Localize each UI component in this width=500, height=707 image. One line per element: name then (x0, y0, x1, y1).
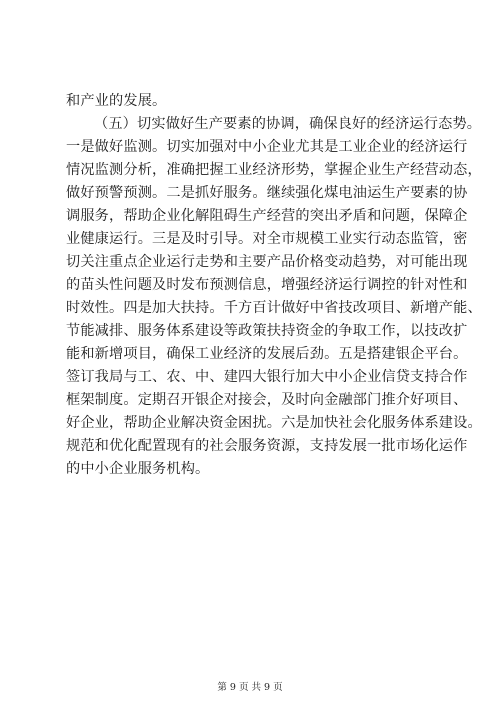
text-line: 能和新增项目，确保工业经济的发展后劲。五是搭建银企平台。 (66, 346, 468, 362)
text-line: 情况监测分析，准确把握工业经济形势，掌握企业生产经营动态， (66, 162, 482, 178)
text-line: 做好预警预测。二是抓好服务。继续强化煤电油运生产要素的协 (66, 185, 468, 201)
text-line: 一是做好监测。切实加强对中小企业尤其是工业企业的经济运行 (66, 139, 468, 155)
text-line: 和产业的发展。 (66, 93, 167, 109)
text-line: 签订我局与工、农、中、建四大银行加大中小企业信贷支持合作 (66, 369, 468, 385)
text-line: 调服务，帮助企业化解阻碍生产经营的突出矛盾和问题，保障企 (66, 208, 468, 224)
page-footer: 第 9 页 共 9 页 (217, 682, 283, 693)
text-line: 切关注重点企业运行走势和主要产品价格变动趋势，对可能出现 (66, 254, 468, 270)
text-line: 业健康运行。三是及时引导。对全市规模工业实行动态监管，密 (66, 231, 468, 247)
text-line: 的苗头性问题及时发布预测信息，增强经济运行调控的针对性和 (66, 277, 468, 293)
text-line: 规范和优化配置现有的社会服务资源，支持发展一批市场化运作 (66, 438, 468, 454)
text-line: 好企业，帮助企业解决资金困扰。六是加快社会化服务体系建设。 (66, 415, 482, 431)
text-line: 节能减排、服务体系建设等政策扶持资金的争取工作，以技改扩 (66, 323, 468, 339)
body-text (66, 90, 482, 481)
text-line: 时效性。四是加大扶持。千方百计做好中省技改项目、新增产能、 (66, 300, 482, 316)
text-line: 框架制度。定期召开银企对接会，及时向金融部门推介好项目、 (66, 392, 468, 408)
section-heading: （五）切实做好生产要素的协调，确保良好的经济运行态势。 (94, 116, 482, 132)
text-line: 的中小企业服务机构。 (66, 461, 210, 477)
